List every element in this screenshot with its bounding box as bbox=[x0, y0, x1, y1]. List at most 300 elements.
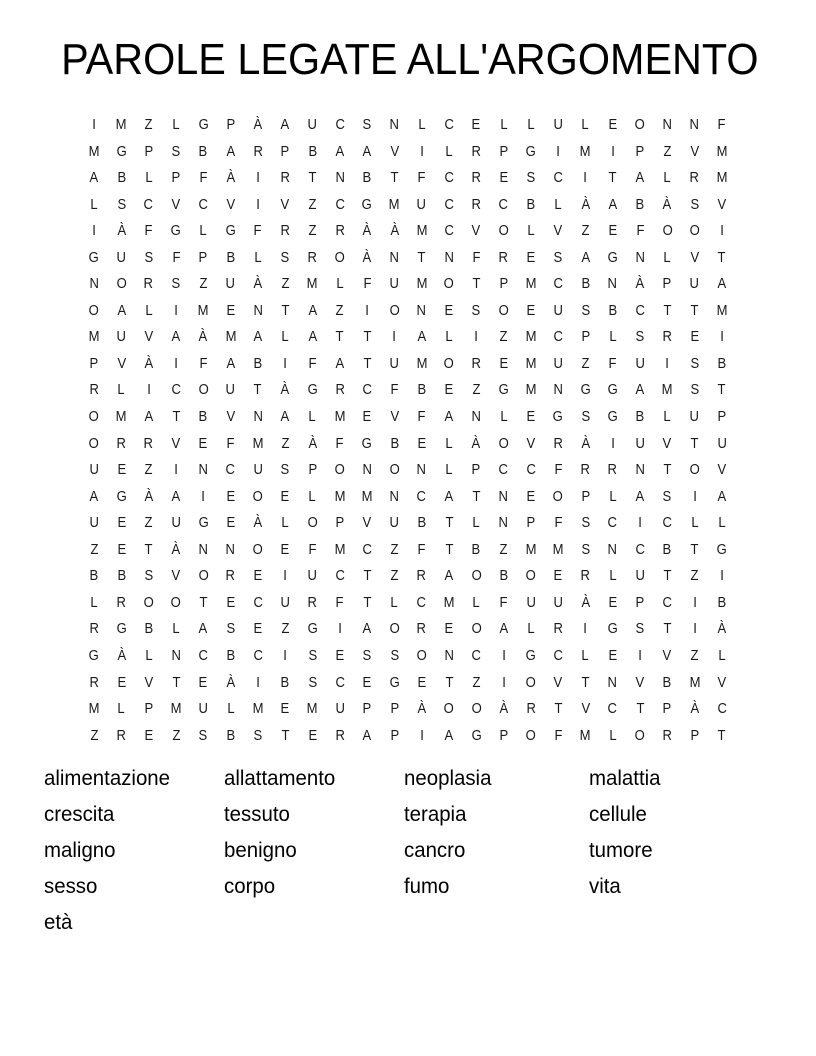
grid-cell[interactable]: V bbox=[226, 409, 235, 426]
grid-cell[interactable]: E bbox=[226, 302, 235, 319]
grid-cell[interactable]: C bbox=[498, 196, 509, 213]
grid-cell[interactable]: L bbox=[172, 117, 180, 134]
grid-cell[interactable]: T bbox=[144, 541, 153, 558]
grid-cell[interactable]: T bbox=[281, 727, 290, 744]
grid-cell[interactable]: E bbox=[117, 462, 126, 479]
grid-cell[interactable]: À bbox=[499, 701, 508, 718]
grid-cell[interactable]: G bbox=[116, 143, 127, 160]
grid-cell[interactable]: L bbox=[117, 382, 126, 399]
grid-cell[interactable]: B bbox=[417, 382, 427, 399]
grid-cell[interactable]: E bbox=[471, 117, 481, 134]
grid-cell[interactable]: T bbox=[335, 329, 344, 346]
grid-cell[interactable]: T bbox=[581, 674, 590, 691]
grid-cell[interactable]: A bbox=[117, 302, 126, 319]
grid-cell[interactable]: B bbox=[499, 568, 508, 585]
grid-cell[interactable]: L bbox=[172, 621, 180, 638]
grid-cell[interactable]: S bbox=[308, 647, 317, 664]
grid-cell[interactable]: I bbox=[256, 674, 260, 691]
grid-cell[interactable]: I bbox=[256, 170, 260, 187]
grid-cell[interactable]: R bbox=[662, 329, 673, 346]
grid-cell[interactable]: F bbox=[308, 541, 317, 558]
word-list-item[interactable]: sesso bbox=[44, 874, 98, 899]
grid-cell[interactable]: U bbox=[717, 435, 727, 452]
grid-cell[interactable]: M bbox=[579, 143, 591, 160]
grid-cell[interactable]: I bbox=[92, 117, 96, 134]
grid-cell[interactable]: N bbox=[498, 515, 509, 532]
word-list-item[interactable]: età bbox=[44, 910, 73, 935]
grid-cell[interactable]: T bbox=[690, 302, 699, 319]
grid-cell[interactable]: E bbox=[608, 594, 618, 611]
grid-cell[interactable]: L bbox=[527, 223, 535, 240]
grid-cell[interactable]: M bbox=[115, 117, 127, 134]
grid-cell[interactable]: F bbox=[472, 249, 481, 266]
grid-cell[interactable]: M bbox=[334, 488, 346, 505]
grid-cell[interactable]: U bbox=[335, 701, 345, 718]
grid-cell[interactable]: À bbox=[308, 435, 317, 452]
grid-cell[interactable]: G bbox=[116, 621, 127, 638]
grid-cell[interactable]: N bbox=[635, 462, 645, 479]
grid-cell[interactable]: E bbox=[499, 355, 508, 372]
grid-cell[interactable]: V bbox=[717, 674, 727, 691]
grid-cell[interactable]: Z bbox=[499, 541, 508, 558]
grid-cell[interactable]: M bbox=[661, 382, 673, 399]
grid-cell[interactable]: V bbox=[662, 647, 672, 664]
grid-cell[interactable]: I bbox=[283, 355, 287, 372]
grid-cell[interactable]: V bbox=[553, 674, 563, 691]
grid-cell[interactable]: P bbox=[526, 515, 536, 532]
grid-cell[interactable]: À bbox=[717, 621, 727, 638]
grid-cell[interactable]: A bbox=[362, 143, 372, 160]
grid-cell[interactable]: I bbox=[720, 223, 724, 240]
grid-cell[interactable]: I bbox=[583, 621, 588, 638]
grid-cell[interactable]: O bbox=[89, 302, 100, 319]
grid-cell[interactable]: M bbox=[197, 302, 209, 319]
grid-cell[interactable]: B bbox=[226, 249, 235, 266]
grid-cell[interactable]: B bbox=[717, 355, 727, 372]
grid-cell[interactable]: F bbox=[417, 170, 426, 187]
grid-cell[interactable]: T bbox=[663, 462, 672, 479]
grid-cell[interactable]: M bbox=[170, 701, 182, 718]
word-list-item[interactable]: terapia bbox=[404, 802, 467, 827]
grid-cell[interactable]: F bbox=[417, 541, 426, 558]
grid-cell[interactable]: Z bbox=[472, 674, 481, 691]
grid-cell[interactable]: T bbox=[171, 674, 180, 691]
grid-cell[interactable]: Z bbox=[281, 621, 290, 638]
grid-cell[interactable]: V bbox=[389, 409, 399, 426]
grid-cell[interactable]: O bbox=[498, 435, 509, 452]
grid-cell[interactable]: G bbox=[361, 196, 373, 213]
letter-grid[interactable] bbox=[80, 112, 735, 749]
grid-cell[interactable]: M bbox=[416, 355, 428, 372]
grid-cell[interactable]: N bbox=[498, 488, 509, 505]
grid-cell[interactable]: I bbox=[256, 196, 260, 213]
grid-cell[interactable]: P bbox=[280, 143, 290, 160]
grid-cell[interactable]: M bbox=[716, 143, 728, 160]
grid-cell[interactable]: S bbox=[690, 355, 699, 372]
grid-cell[interactable]: U bbox=[553, 594, 563, 611]
grid-cell[interactable]: I bbox=[337, 621, 342, 638]
grid-cell[interactable]: C bbox=[553, 647, 563, 664]
grid-cell[interactable]: I bbox=[610, 435, 615, 452]
grid-cell[interactable]: A bbox=[253, 329, 263, 346]
grid-cell[interactable]: I bbox=[201, 488, 206, 505]
grid-cell[interactable]: C bbox=[416, 488, 427, 505]
grid-cell[interactable]: L bbox=[117, 701, 126, 718]
grid-cell[interactable]: R bbox=[662, 727, 673, 744]
grid-cell[interactable]: S bbox=[471, 302, 481, 319]
grid-cell[interactable]: P bbox=[717, 409, 727, 426]
word-list-item[interactable]: tessuto bbox=[224, 802, 290, 827]
grid-cell[interactable]: C bbox=[662, 515, 673, 532]
grid-cell[interactable]: S bbox=[198, 727, 208, 744]
grid-cell[interactable]: A bbox=[635, 382, 645, 399]
grid-cell[interactable]: P bbox=[635, 143, 645, 160]
grid-cell[interactable]: U bbox=[689, 276, 700, 293]
word-list-item[interactable]: benigno bbox=[224, 838, 297, 863]
word-list-item[interactable]: vita bbox=[589, 874, 621, 899]
grid-cell[interactable]: Z bbox=[90, 541, 99, 558]
grid-cell[interactable]: F bbox=[499, 594, 508, 611]
grid-cell[interactable]: C bbox=[143, 196, 154, 213]
grid-cell[interactable]: À bbox=[253, 117, 263, 134]
grid-cell[interactable]: N bbox=[662, 117, 673, 134]
grid-cell[interactable]: A bbox=[226, 355, 235, 372]
grid-cell[interactable]: E bbox=[335, 647, 345, 664]
grid-cell[interactable]: T bbox=[608, 170, 617, 187]
grid-cell[interactable]: P bbox=[308, 462, 317, 479]
grid-cell[interactable]: N bbox=[198, 541, 208, 558]
grid-cell[interactable]: E bbox=[526, 409, 536, 426]
grid-cell[interactable]: B bbox=[117, 568, 126, 585]
grid-cell[interactable]: A bbox=[444, 409, 454, 426]
grid-cell[interactable]: G bbox=[525, 143, 536, 160]
grid-cell[interactable]: B bbox=[717, 594, 727, 611]
grid-cell[interactable]: A bbox=[89, 488, 99, 505]
grid-cell[interactable]: M bbox=[88, 701, 100, 718]
grid-cell[interactable]: O bbox=[498, 223, 509, 240]
grid-cell[interactable]: T bbox=[363, 329, 372, 346]
grid-cell[interactable]: I bbox=[174, 355, 178, 372]
grid-cell[interactable]: R bbox=[116, 435, 127, 452]
grid-cell[interactable]: S bbox=[171, 276, 181, 293]
grid-cell[interactable]: A bbox=[635, 488, 645, 505]
grid-cell[interactable]: G bbox=[89, 647, 100, 664]
grid-cell[interactable]: S bbox=[226, 621, 235, 638]
grid-cell[interactable]: G bbox=[225, 223, 236, 240]
grid-cell[interactable]: T bbox=[690, 541, 699, 558]
word-list-item[interactable]: maligno bbox=[44, 838, 116, 863]
grid-cell[interactable]: R bbox=[335, 382, 345, 399]
grid-cell[interactable]: M bbox=[252, 701, 264, 718]
grid-cell[interactable]: U bbox=[389, 276, 400, 293]
grid-cell[interactable]: E bbox=[526, 249, 536, 266]
grid-cell[interactable]: I bbox=[419, 727, 424, 744]
grid-cell[interactable]: T bbox=[444, 515, 453, 532]
grid-cell[interactable]: Z bbox=[308, 196, 317, 213]
grid-cell[interactable]: A bbox=[444, 568, 454, 585]
grid-cell[interactable]: M bbox=[334, 409, 346, 426]
grid-cell[interactable]: Z bbox=[663, 143, 672, 160]
grid-cell[interactable]: M bbox=[552, 541, 564, 558]
grid-cell[interactable]: C bbox=[444, 117, 454, 134]
grid-cell[interactable]: M bbox=[525, 276, 537, 293]
grid-cell[interactable]: I bbox=[365, 302, 369, 319]
grid-cell[interactable]: U bbox=[171, 515, 181, 532]
grid-cell[interactable]: M bbox=[307, 701, 318, 718]
grid-cell[interactable]: P bbox=[471, 462, 481, 479]
grid-cell[interactable]: Z bbox=[390, 541, 399, 558]
grid-cell[interactable]: L bbox=[226, 701, 235, 718]
grid-cell[interactable]: S bbox=[308, 674, 317, 691]
grid-cell[interactable]: I bbox=[283, 568, 287, 585]
grid-cell[interactable]: T bbox=[663, 621, 672, 638]
grid-cell[interactable]: A bbox=[362, 621, 372, 638]
grid-cell[interactable]: O bbox=[252, 541, 263, 558]
grid-cell[interactable]: A bbox=[308, 302, 317, 319]
grid-cell[interactable]: T bbox=[253, 382, 262, 399]
grid-cell[interactable]: B bbox=[144, 621, 154, 638]
grid-cell[interactable]: B bbox=[662, 674, 672, 691]
grid-cell[interactable]: P bbox=[635, 594, 645, 611]
grid-cell[interactable]: B bbox=[471, 541, 481, 558]
grid-cell[interactable]: A bbox=[417, 329, 427, 346]
grid-cell[interactable]: N bbox=[362, 462, 372, 479]
grid-cell[interactable]: À bbox=[662, 196, 672, 213]
grid-cell[interactable]: R bbox=[335, 223, 345, 240]
grid-cell[interactable]: U bbox=[280, 594, 290, 611]
grid-cell[interactable]: À bbox=[144, 488, 154, 505]
grid-cell[interactable]: M bbox=[525, 329, 537, 346]
grid-cell[interactable]: L bbox=[663, 409, 671, 426]
grid-cell[interactable]: T bbox=[281, 302, 290, 319]
grid-cell[interactable]: F bbox=[554, 515, 563, 532]
grid-cell[interactable]: I bbox=[665, 355, 670, 372]
grid-cell[interactable]: I bbox=[692, 621, 697, 638]
grid-cell[interactable]: T bbox=[363, 594, 372, 611]
grid-cell[interactable]: N bbox=[608, 276, 618, 293]
grid-cell[interactable]: P bbox=[171, 170, 181, 187]
grid-cell[interactable]: T bbox=[663, 302, 672, 319]
grid-cell[interactable]: O bbox=[498, 302, 509, 319]
grid-cell[interactable]: I bbox=[638, 647, 642, 664]
grid-cell[interactable]: V bbox=[662, 435, 672, 452]
grid-cell[interactable]: I bbox=[419, 143, 424, 160]
grid-cell[interactable]: F bbox=[144, 223, 153, 240]
grid-cell[interactable]: F bbox=[226, 435, 235, 452]
grid-cell[interactable]: L bbox=[308, 488, 317, 505]
grid-cell[interactable]: V bbox=[635, 674, 645, 691]
grid-cell[interactable]: O bbox=[553, 488, 564, 505]
grid-cell[interactable]: R bbox=[526, 701, 536, 718]
grid-cell[interactable]: À bbox=[280, 382, 290, 399]
grid-cell[interactable]: P bbox=[335, 515, 345, 532]
grid-cell[interactable]: U bbox=[307, 568, 318, 585]
word-list-item[interactable]: crescita bbox=[44, 802, 115, 827]
grid-cell[interactable]: P bbox=[499, 143, 508, 160]
grid-cell[interactable]: Z bbox=[144, 515, 153, 532]
grid-cell[interactable]: A bbox=[171, 488, 181, 505]
grid-cell[interactable]: S bbox=[635, 329, 645, 346]
grid-cell[interactable]: A bbox=[608, 196, 618, 213]
grid-cell[interactable]: O bbox=[143, 594, 154, 611]
grid-cell[interactable]: G bbox=[170, 223, 182, 240]
grid-cell[interactable]: R bbox=[89, 674, 99, 691]
grid-cell[interactable]: O bbox=[334, 462, 345, 479]
grid-cell[interactable]: A bbox=[717, 276, 727, 293]
grid-cell[interactable]: O bbox=[389, 621, 400, 638]
grid-cell[interactable]: U bbox=[307, 117, 318, 134]
word-list-item[interactable]: corpo bbox=[224, 874, 276, 899]
grid-cell[interactable]: N bbox=[416, 302, 427, 319]
grid-cell[interactable]: M bbox=[525, 355, 537, 372]
grid-cell[interactable]: E bbox=[362, 674, 372, 691]
grid-cell[interactable]: Z bbox=[308, 223, 317, 240]
grid-cell[interactable]: Z bbox=[499, 329, 508, 346]
grid-cell[interactable]: G bbox=[580, 382, 591, 399]
grid-cell[interactable]: T bbox=[636, 701, 645, 718]
grid-cell[interactable]: P bbox=[144, 143, 154, 160]
grid-cell[interactable]: N bbox=[225, 541, 236, 558]
grid-cell[interactable]: F bbox=[554, 727, 563, 744]
grid-cell[interactable]: V bbox=[144, 329, 154, 346]
grid-cell[interactable]: E bbox=[526, 302, 536, 319]
grid-cell[interactable]: L bbox=[690, 515, 699, 532]
grid-cell[interactable]: L bbox=[90, 594, 98, 611]
grid-cell[interactable]: N bbox=[389, 117, 400, 134]
grid-cell[interactable]: V bbox=[171, 196, 181, 213]
grid-cell[interactable]: R bbox=[580, 462, 591, 479]
grid-cell[interactable]: C bbox=[171, 382, 181, 399]
grid-cell[interactable]: G bbox=[607, 409, 618, 426]
grid-cell[interactable]: C bbox=[635, 541, 645, 558]
word-list-item[interactable]: fumo bbox=[404, 874, 450, 899]
grid-cell[interactable]: I bbox=[501, 674, 506, 691]
grid-cell[interactable]: R bbox=[143, 276, 154, 293]
grid-cell[interactable]: À bbox=[581, 435, 590, 452]
grid-cell[interactable]: G bbox=[607, 249, 618, 266]
grid-cell[interactable]: U bbox=[635, 568, 645, 585]
grid-cell[interactable]: Z bbox=[690, 568, 699, 585]
grid-cell[interactable]: M bbox=[416, 276, 428, 293]
grid-cell[interactable]: P bbox=[389, 727, 399, 744]
grid-cell[interactable]: G bbox=[198, 117, 209, 134]
grid-cell[interactable]: F bbox=[636, 223, 645, 240]
grid-cell[interactable]: E bbox=[117, 541, 126, 558]
grid-cell[interactable]: V bbox=[717, 196, 727, 213]
grid-cell[interactable]: P bbox=[662, 701, 672, 718]
grid-cell[interactable]: O bbox=[634, 117, 646, 134]
grid-cell[interactable]: À bbox=[389, 223, 399, 240]
grid-cell[interactable]: M bbox=[689, 674, 701, 691]
grid-cell[interactable]: U bbox=[253, 462, 263, 479]
grid-cell[interactable]: S bbox=[553, 249, 563, 266]
grid-cell[interactable]: L bbox=[145, 647, 153, 664]
grid-cell[interactable]: Z bbox=[90, 727, 99, 744]
grid-cell[interactable]: C bbox=[635, 302, 645, 319]
grid-cell[interactable]: S bbox=[581, 302, 590, 319]
grid-cell[interactable]: Z bbox=[335, 302, 344, 319]
grid-cell[interactable]: O bbox=[89, 409, 100, 426]
grid-cell[interactable]: U bbox=[389, 355, 400, 372]
grid-cell[interactable]: A bbox=[198, 621, 208, 638]
grid-cell[interactable]: À bbox=[362, 223, 372, 240]
grid-cell[interactable]: T bbox=[308, 170, 317, 187]
grid-cell[interactable]: E bbox=[690, 329, 699, 346]
word-list-item[interactable]: allattamento bbox=[224, 766, 336, 791]
grid-cell[interactable]: C bbox=[335, 196, 345, 213]
grid-cell[interactable]: I bbox=[610, 143, 615, 160]
grid-cell[interactable]: R bbox=[116, 594, 127, 611]
grid-cell[interactable]: R bbox=[608, 462, 618, 479]
grid-cell[interactable]: N bbox=[416, 462, 427, 479]
grid-cell[interactable]: L bbox=[663, 170, 671, 187]
grid-cell[interactable]: M bbox=[388, 196, 400, 213]
grid-cell[interactable]: T bbox=[717, 249, 726, 266]
grid-cell[interactable]: Z bbox=[171, 727, 180, 744]
grid-cell[interactable]: L bbox=[663, 249, 671, 266]
grid-cell[interactable]: À bbox=[471, 435, 481, 452]
grid-cell[interactable]: L bbox=[145, 170, 153, 187]
grid-cell[interactable]: E bbox=[144, 727, 154, 744]
grid-cell[interactable]: O bbox=[525, 674, 536, 691]
grid-cell[interactable]: O bbox=[89, 435, 100, 452]
grid-cell[interactable]: M bbox=[579, 727, 591, 744]
grid-cell[interactable]: U bbox=[116, 249, 127, 266]
grid-cell[interactable]: U bbox=[116, 329, 127, 346]
grid-cell[interactable]: L bbox=[281, 329, 289, 346]
grid-cell[interactable]: V bbox=[280, 196, 290, 213]
grid-cell[interactable]: U bbox=[553, 117, 563, 134]
grid-cell[interactable]: E bbox=[444, 621, 454, 638]
grid-cell[interactable]: V bbox=[171, 568, 181, 585]
grid-cell[interactable]: G bbox=[525, 647, 536, 664]
grid-cell[interactable]: N bbox=[89, 276, 99, 293]
grid-cell[interactable]: À bbox=[690, 701, 699, 718]
grid-cell[interactable]: M bbox=[115, 409, 127, 426]
grid-cell[interactable]: P bbox=[690, 727, 699, 744]
grid-cell[interactable]: F bbox=[253, 223, 262, 240]
grid-cell[interactable]: C bbox=[662, 594, 673, 611]
grid-cell[interactable]: M bbox=[252, 435, 264, 452]
grid-cell[interactable]: L bbox=[609, 568, 617, 585]
grid-cell[interactable]: À bbox=[253, 276, 263, 293]
grid-cell[interactable]: V bbox=[690, 249, 699, 266]
grid-cell[interactable]: N bbox=[471, 409, 481, 426]
grid-cell[interactable]: R bbox=[307, 594, 318, 611]
grid-cell[interactable]: R bbox=[143, 435, 154, 452]
grid-cell[interactable]: L bbox=[445, 143, 453, 160]
grid-cell[interactable]: F bbox=[171, 249, 180, 266]
grid-cell[interactable]: E bbox=[362, 409, 372, 426]
grid-cell[interactable]: A bbox=[444, 488, 454, 505]
grid-cell[interactable]: E bbox=[417, 435, 427, 452]
grid-cell[interactable]: I bbox=[501, 647, 506, 664]
grid-cell[interactable]: À bbox=[144, 355, 154, 372]
grid-cell[interactable]: R bbox=[416, 568, 427, 585]
grid-cell[interactable]: Z bbox=[581, 223, 590, 240]
grid-cell[interactable]: G bbox=[389, 674, 400, 691]
grid-cell[interactable]: G bbox=[471, 727, 482, 744]
grid-cell[interactable]: O bbox=[525, 727, 536, 744]
grid-cell[interactable]: M bbox=[716, 170, 728, 187]
grid-cell[interactable]: U bbox=[635, 355, 645, 372]
grid-cell[interactable]: A bbox=[635, 170, 645, 187]
grid-cell[interactable]: L bbox=[581, 647, 590, 664]
grid-cell[interactable]: I bbox=[638, 515, 642, 532]
grid-cell[interactable]: F bbox=[335, 594, 344, 611]
grid-cell[interactable]: B bbox=[389, 435, 399, 452]
grid-cell[interactable]: N bbox=[335, 170, 345, 187]
